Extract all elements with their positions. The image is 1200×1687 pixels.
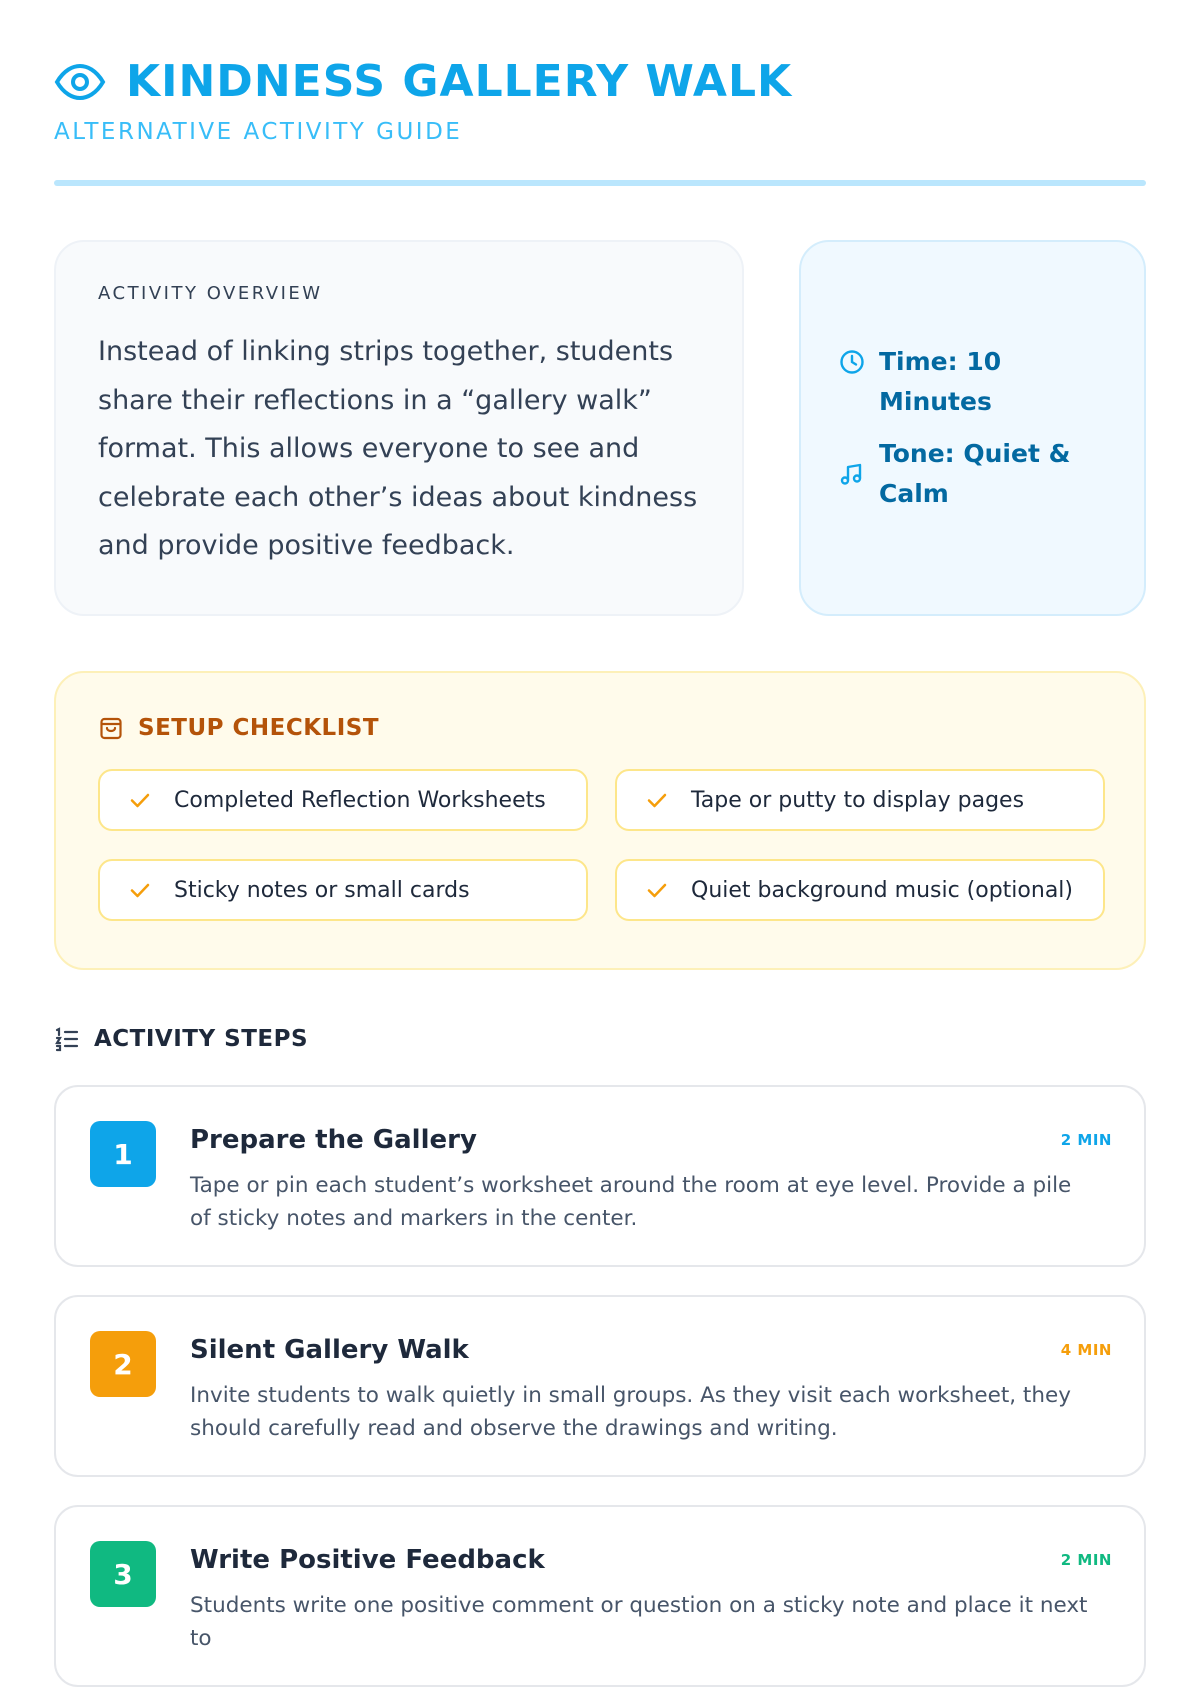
overview-label: ACTIVITY OVERVIEW bbox=[98, 283, 323, 304]
step-card bbox=[54, 1505, 1146, 1687]
step-title: Silent Gallery Walk bbox=[190, 1335, 469, 1365]
title-row bbox=[54, 56, 1146, 108]
header-divider bbox=[54, 180, 1146, 186]
activity-overview-card bbox=[54, 240, 744, 616]
page-subtitle: ALTERNATIVE ACTIVITY GUIDE bbox=[54, 119, 463, 145]
step-description: Students write one positive comment or question on a sticky note and place it next to bbox=[190, 1593, 1088, 1651]
clock-icon bbox=[839, 349, 865, 375]
step-number-badge: 1 bbox=[90, 1121, 156, 1187]
page-header bbox=[54, 56, 1146, 146]
numbered-list-icon bbox=[54, 1026, 80, 1052]
step-duration: 2 MIN bbox=[1060, 1551, 1112, 1569]
time-label: Time: 10 Minutes bbox=[879, 347, 1002, 416]
step-duration: 2 MIN bbox=[1060, 1131, 1112, 1149]
page-title: KINDNESS GALLERY WALK bbox=[126, 56, 793, 107]
activity-steps-title: ACTIVITY STEPS bbox=[94, 1026, 309, 1052]
setup-title: SETUP CHECKLIST bbox=[138, 715, 380, 741]
step-description: Tape or pin each student’s worksheet around the room at eye level. Provide a pile of sticky notes and markers in the center. bbox=[190, 1173, 1072, 1231]
checklist-item bbox=[98, 859, 588, 921]
step-description: Invite students to walk quietly in small groups. As they visit each worksheet, they should carefully read and observe the drawings and writing. bbox=[190, 1383, 1071, 1441]
step-card bbox=[54, 1295, 1146, 1477]
music-note-icon bbox=[839, 461, 865, 487]
checkmark-icon bbox=[645, 788, 669, 812]
checklist-item-label: Completed Reflection Worksheets bbox=[174, 787, 546, 813]
setup-header bbox=[98, 713, 1102, 743]
time-info bbox=[839, 342, 1106, 422]
checkmark-icon bbox=[128, 878, 152, 902]
step-title: Write Positive Feedback bbox=[190, 1545, 545, 1575]
checklist-item-label: Sticky notes or small cards bbox=[174, 877, 470, 903]
checklist-item bbox=[98, 769, 588, 831]
step-duration: 4 MIN bbox=[1060, 1341, 1112, 1359]
setup-checklist bbox=[54, 671, 1146, 970]
checklist-item-label: Quiet background music (optional) bbox=[691, 877, 1074, 903]
activity-steps-header bbox=[54, 1026, 308, 1052]
tone-info bbox=[839, 434, 1106, 514]
checklist-grid bbox=[98, 769, 1102, 921]
checkmark-icon bbox=[128, 788, 152, 812]
checkmark-icon bbox=[645, 878, 669, 902]
checklist-item-label: Tape or putty to display pages bbox=[691, 787, 1025, 813]
overview-text: Instead of linking strips together, students share their reflections in a “gallery walk” format. This allows everyone to see and celebrate each other’s ideas about kindness and provide positive feedback. bbox=[98, 336, 698, 561]
shopping-bag-icon bbox=[98, 715, 124, 741]
activity-info-card bbox=[799, 240, 1146, 616]
step-title: Prepare the Gallery bbox=[190, 1125, 477, 1155]
step-number-badge: 2 bbox=[90, 1331, 156, 1397]
checklist-item bbox=[615, 769, 1105, 831]
step-card bbox=[54, 1085, 1146, 1267]
checklist-item bbox=[615, 859, 1105, 921]
step-number-badge: 3 bbox=[90, 1541, 156, 1607]
eye-icon bbox=[54, 64, 106, 100]
tone-label: Tone: Quiet & Calm bbox=[879, 439, 1071, 508]
